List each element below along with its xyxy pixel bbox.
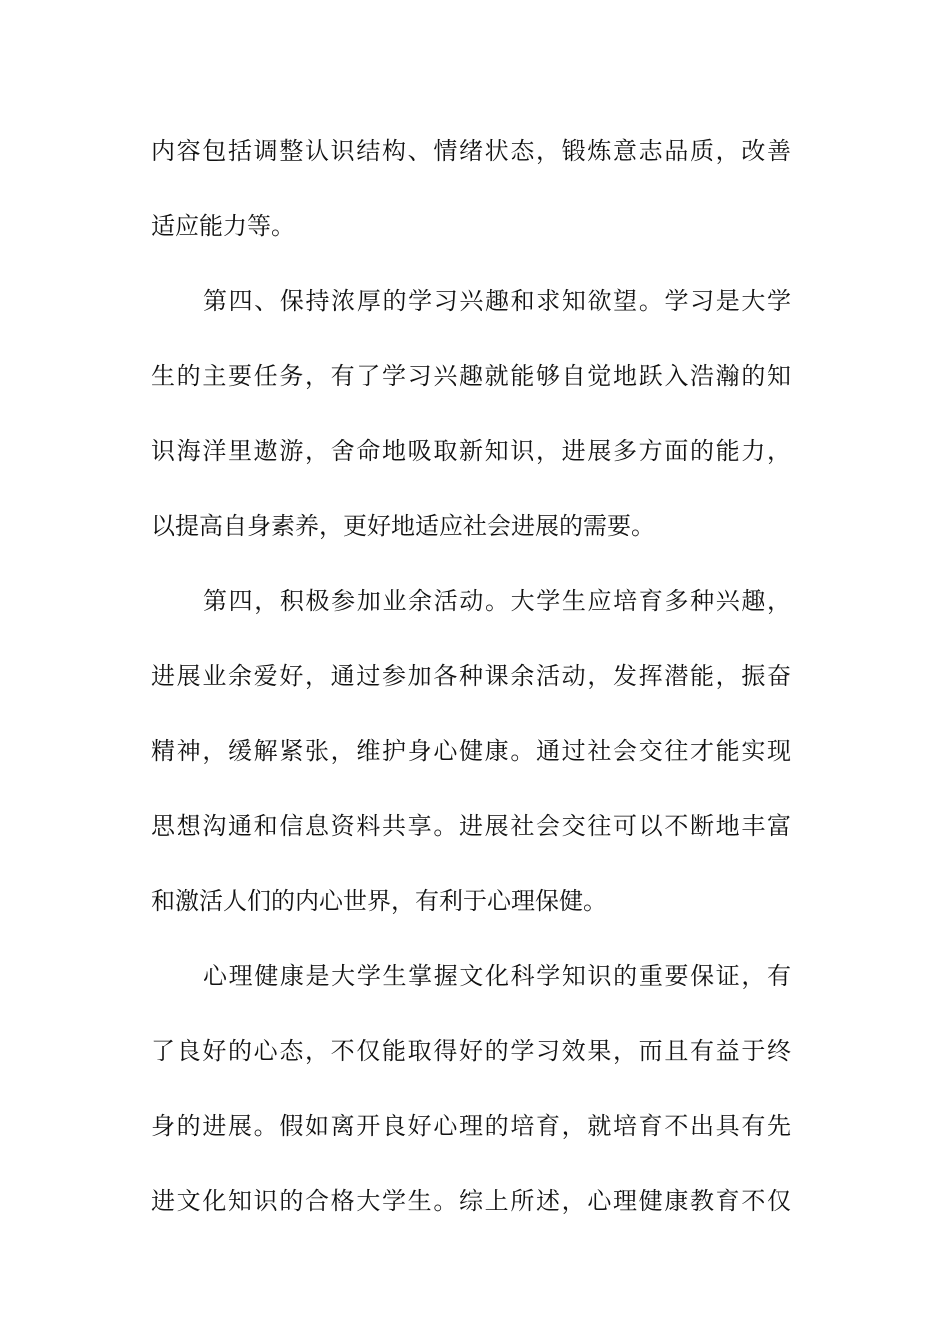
text-line: 进文化知识的合格大学生。综上所述，心理健康教育不仅	[151, 1187, 791, 1215]
text-line: 精神，缓解紧张，维护身心健康。通过社会交往才能实现	[151, 737, 791, 765]
paragraph-first-line: 第四、保持浓厚的学习兴趣和求知欲望。学习是大学	[203, 287, 791, 315]
paragraph-first-line: 心理健康是大学生掌握文化科学知识的重要保证，有	[203, 962, 791, 990]
text-line: 以提高自身素养，更好地适应社会进展的需要。	[151, 512, 655, 540]
text-line: 适应能力等。	[151, 212, 295, 240]
text-line: 识海洋里遨游，舍命地吸取新知识，进展多方面的能力，	[151, 437, 791, 465]
text-line: 进展业余爱好，通过参加各种课余活动，发挥潜能，振奋	[151, 662, 791, 690]
text-line: 身的进展。假如离开良好心理的培育，就培育不出具有先	[151, 1112, 791, 1140]
text-line: 生的主要任务，有了学习兴趣就能够自觉地跃入浩瀚的知	[151, 362, 791, 390]
text-line: 和激活人们的内心世界，有利于心理保健。	[151, 887, 607, 915]
text-line: 内容包括调整认识结构、情绪状态，锻炼意志品质，改善	[151, 137, 791, 165]
text-line: 思想沟通和信息资料共享。进展社会交往可以不断地丰富	[151, 812, 791, 840]
text-line: 了良好的心态，不仅能取得好的学习效果，而且有益于终	[151, 1037, 791, 1065]
paragraph-first-line: 第四，积极参加业余活动。大学生应培育多种兴趣，	[203, 587, 791, 615]
